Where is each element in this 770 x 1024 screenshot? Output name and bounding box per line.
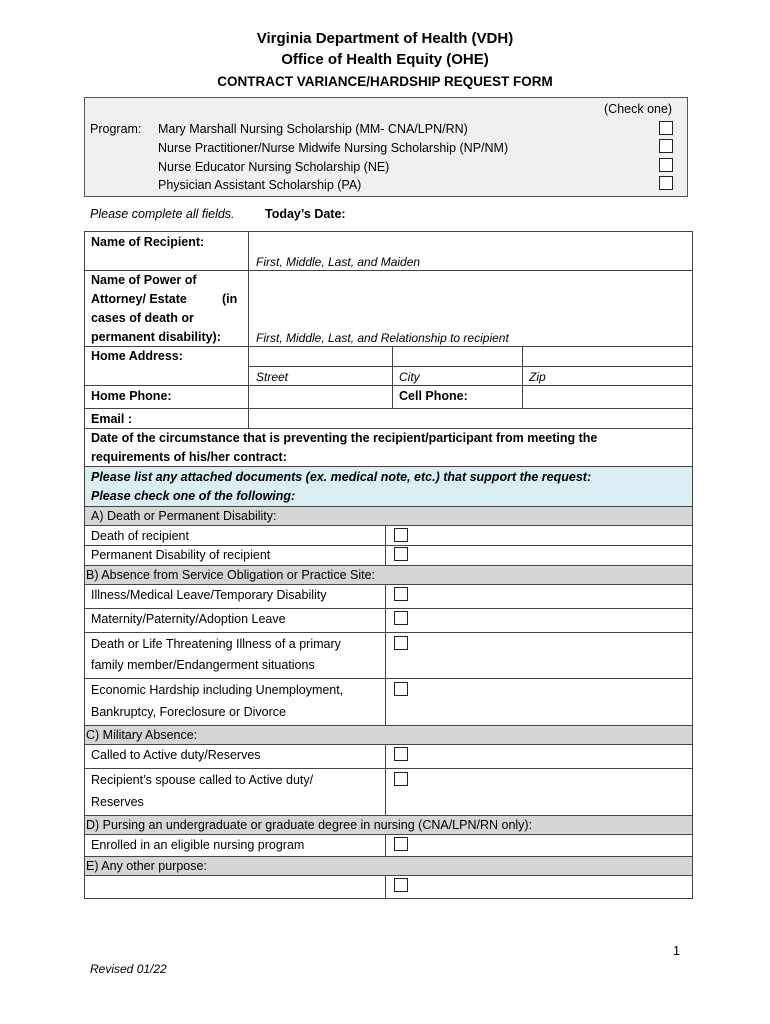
revision-date: Revised 01/22 [90,962,167,976]
table-rule [84,428,693,429]
section-d-title: D) Pursing an undergraduate or graduate degree in nursing (CNA/LPN/RN only): [86,818,533,832]
check-one-label: (Check one) [604,102,673,116]
email-field[interactable] [249,409,692,428]
home-phone-field[interactable] [249,386,391,408]
table-rule [84,834,693,835]
recipient-name-label: Name of Recipient: [91,235,205,249]
table-border [692,231,693,899]
table-rule [84,584,693,585]
page-number: 1 [673,944,680,958]
recipient-name-hint: First, Middle, Last, and Maiden [256,255,421,269]
family-illness-label-line1: Death or Life Threatening Illness of a primary [91,637,341,651]
zip-field[interactable] [523,347,692,366]
table-rule [84,466,693,467]
family-illness-checkbox[interactable] [394,636,408,650]
table-rule [84,525,693,526]
recipient-name-field[interactable] [249,232,692,270]
table-border [84,898,693,899]
enrolled-nursing-label: Enrolled in an eligible nursing program [91,838,305,852]
attached-documents-label: Please list any attached documents (ex. medical note, etc.) that support the request: [91,470,592,484]
form-office-title: Office of Health Equity (OHE) [281,51,489,68]
family-illness-label-line2: family member/Endangerment situations [91,658,315,672]
poa-label-line2: Attorney/ Estate [91,292,187,306]
section-b-title: B) Absence from Service Obligation or Practice Site: [86,568,376,582]
active-duty-checkbox[interactable] [394,747,408,761]
table-rule [84,768,693,769]
street-field[interactable] [249,347,391,366]
table-rule [84,545,693,546]
spouse-active-duty-label-line1: Recipient’s spouse called to Active duty/ [91,773,314,787]
poa-hint: First, Middle, Last, and Relationship to recipient [256,331,509,345]
home-phone-label: Home Phone: [91,389,172,403]
table-rule [385,834,386,856]
other-purpose-field[interactable] [85,876,384,898]
city-field[interactable] [393,347,521,366]
active-duty-label: Called to Active duty/Reserves [91,748,261,762]
cell-phone-field[interactable] [523,386,692,408]
city-hint: City [399,370,420,384]
program-option-np-label: Nurse Practitioner/Nurse Midwife Nursing Scholarship (NP/NM) [158,141,509,155]
illness-leave-label: Illness/Medical Leave/Temporary Disability [91,588,327,602]
program-mm-checkbox[interactable] [659,121,673,135]
table-rule [385,744,386,815]
street-hint: Street [256,370,289,384]
cell-phone-label: Cell Phone: [399,389,468,403]
table-rule [84,678,693,679]
email-label: Email : [91,412,132,426]
poa-label-line4: permanent disability): [91,330,221,344]
table-rule [84,506,693,507]
table-rule [84,632,693,633]
zip-hint: Zip [529,370,546,384]
spouse-active-duty-checkbox[interactable] [394,772,408,786]
economic-hardship-checkbox[interactable] [394,682,408,696]
circumstance-label-line1: Date of the circumstance that is preventing the recipient/participant from meeting the [91,431,598,445]
table-border [84,231,85,899]
table-rule [385,875,386,898]
table-rule [84,744,693,745]
poa-label-line1: Name of Power of [91,273,197,287]
table-rule [84,725,693,726]
economic-hardship-label-line1: Economic Hardship including Unemployment, [91,683,344,697]
table-rule [84,565,693,566]
complete-all-instruction: Please complete all fields. [90,207,235,221]
table-rule [84,856,693,857]
permanent-disability-checkbox[interactable] [394,547,408,561]
circumstance-label-line2: requirements of his/her contract: [91,450,287,464]
other-purpose-checkbox[interactable] [394,878,408,892]
death-of-recipient-label: Death of recipient [91,529,189,543]
table-rule [248,366,693,367]
spouse-active-duty-label-line2: Reserves [91,795,144,809]
todays-date-label: Today’s Date: [265,207,346,221]
table-rule [385,525,386,565]
table-rule [385,584,386,725]
death-of-recipient-checkbox[interactable] [394,528,408,542]
form-title: CONTRACT VARIANCE/HARDSHIP REQUEST FORM [217,74,553,89]
enrolled-nursing-checkbox[interactable] [394,837,408,851]
section-c-title: C) Military Absence: [86,728,198,742]
form-agency-title: Virginia Department of Health (VDH) [256,30,514,47]
poa-name-field[interactable] [249,271,692,346]
check-one-following-label: Please check one of the following: [91,489,296,503]
poa-label-line2b: (in [222,292,238,306]
illness-leave-checkbox[interactable] [394,587,408,601]
program-option-mm-label: Mary Marshall Nursing Scholarship (MM- CNA/LPN/RN) [158,122,468,136]
economic-hardship-label-line2: Bankruptcy, Foreclosure or Divorce [91,705,286,719]
program-np-checkbox[interactable] [659,139,673,153]
table-rule [84,608,693,609]
program-option-ne-label: Nurse Educator Nursing Scholarship (NE) [158,160,390,174]
section-e-title: E) Any other purpose: [86,859,207,873]
program-pa-checkbox[interactable] [659,176,673,190]
program-ne-checkbox[interactable] [659,158,673,172]
section-a-title: A) Death or Permanent Disability: [91,509,277,523]
maternity-leave-checkbox[interactable] [394,611,408,625]
table-rule [84,815,693,816]
program-label: Program: [90,122,142,136]
program-option-pa-label: Physician Assistant Scholarship (PA) [158,178,362,192]
poa-label-line3: cases of death or [91,311,194,325]
permanent-disability-label: Permanent Disability of recipient [91,548,271,562]
home-address-label: Home Address: [91,349,183,363]
maternity-leave-label: Maternity/Paternity/Adoption Leave [91,612,286,626]
